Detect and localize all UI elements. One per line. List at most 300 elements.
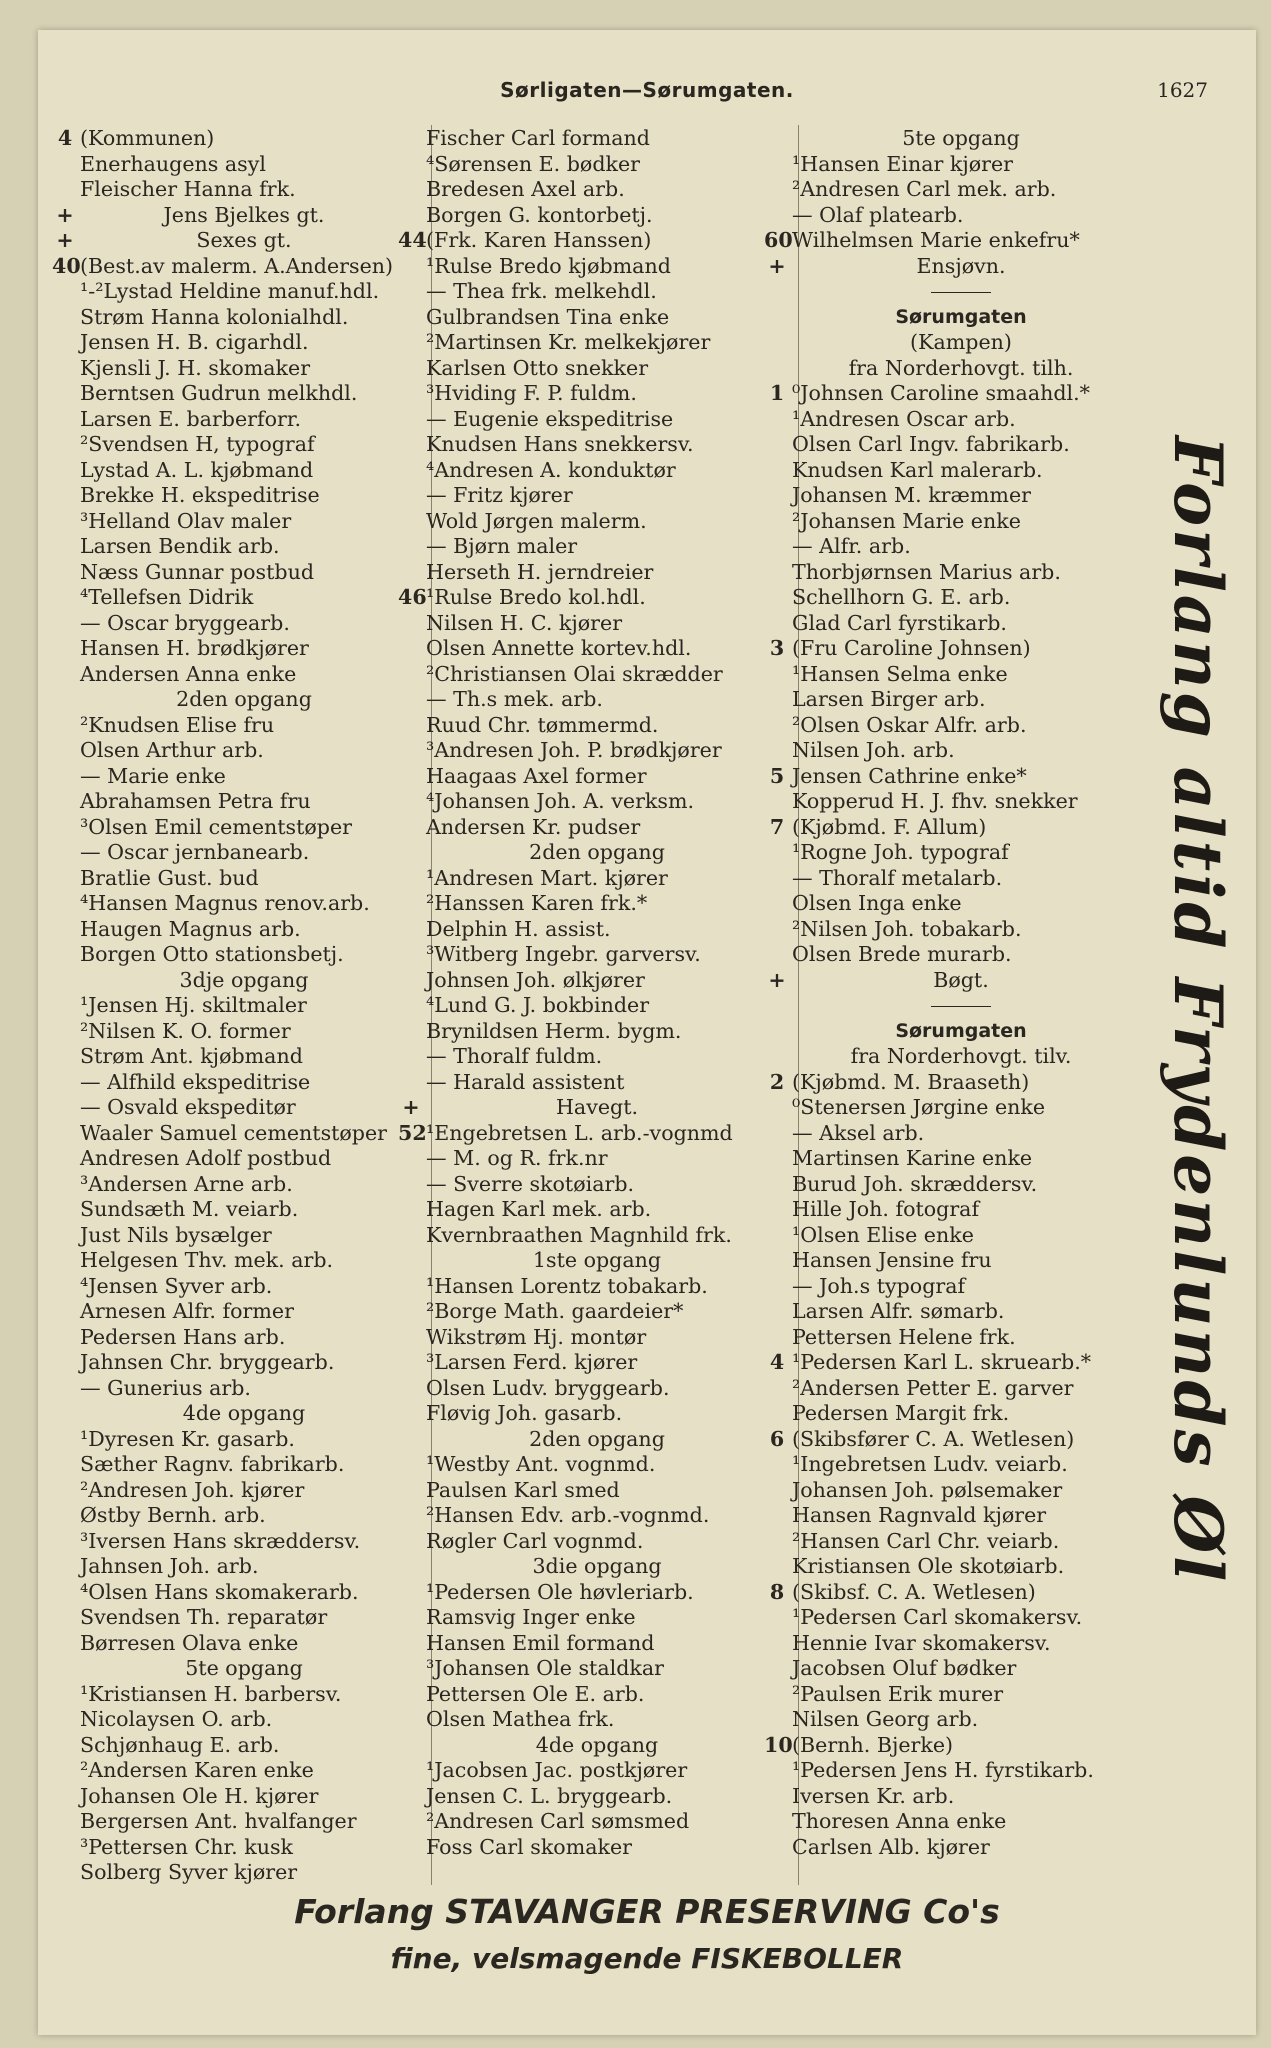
directory-entry — [52, 1350, 408, 1376]
entry-text: Havegt. — [555, 1095, 639, 1119]
section-label — [52, 228, 408, 254]
house-number — [52, 1529, 78, 1555]
entry-text: Sørumgaten — [895, 1019, 1027, 1042]
directory-entry — [398, 866, 768, 892]
house-number — [398, 381, 424, 407]
directory-entry — [52, 1325, 408, 1351]
entry-text: ¹Dyresen Kr. gasarb. — [80, 1426, 295, 1451]
entry-text: Thoresen Anna enke — [792, 1809, 1007, 1833]
house-number — [764, 1299, 790, 1325]
entry-text: Olsen Arthur arb. — [80, 738, 264, 762]
directory-entry — [764, 1427, 1130, 1453]
entry-text: 2den opgang — [529, 840, 665, 864]
directory-entry — [52, 1223, 408, 1249]
directory-entry — [398, 611, 768, 637]
entry-text: Jacobsen Oluf bødker — [792, 1656, 1017, 1680]
house-number — [398, 279, 424, 305]
directory-entry — [398, 942, 768, 968]
directory-entry — [398, 1299, 768, 1325]
house-number — [764, 1401, 790, 1427]
directory-entry — [764, 1248, 1130, 1274]
section-label — [764, 356, 1130, 382]
entry-text: Jensen Cathrine enke* — [792, 763, 1027, 788]
entry-text: ¹Ingebretsen Ludv. veiarb. — [792, 1452, 1068, 1476]
section-separator — [764, 279, 1130, 305]
directory-entry — [398, 662, 768, 688]
entry-text: Knudsen Karl malerarb. — [792, 457, 1043, 482]
directory-entry — [52, 815, 408, 841]
directory-entry — [764, 636, 1130, 662]
house-number — [398, 534, 424, 560]
house-number — [52, 1070, 78, 1096]
directory-entry — [764, 152, 1130, 178]
directory-entry — [52, 254, 408, 280]
directory-entry — [764, 1656, 1130, 1682]
house-number — [52, 687, 78, 713]
directory-entry — [764, 611, 1130, 637]
house-number — [398, 330, 424, 356]
entry-text: Strøm Hanna kolonialhdl. — [80, 304, 349, 329]
house-number — [764, 1503, 790, 1529]
directory-entry — [52, 891, 408, 917]
directory-entry — [398, 1580, 768, 1606]
directory-entry — [52, 1835, 408, 1861]
directory-entry — [52, 1427, 408, 1453]
entry-text: ³Larsen Ferd. kjører — [426, 1350, 638, 1374]
house-number — [52, 738, 78, 764]
entry-text: Nilsen Joh. arb. — [792, 738, 955, 762]
house-number — [52, 305, 78, 331]
entry-text: Pedersen Hans arb. — [80, 1324, 286, 1349]
house-number — [52, 381, 78, 407]
house-number — [764, 1146, 790, 1172]
entry-text: Olsen Mathea frk. — [426, 1707, 615, 1731]
directory-entry — [398, 432, 768, 458]
entry-text: Enerhaugens asyl — [80, 151, 266, 176]
house-number — [398, 1401, 424, 1427]
directory-entry — [52, 1197, 408, 1223]
directory-column-2 — [398, 126, 768, 1860]
entry-text: ²Christiansen Olai skrædder — [426, 661, 723, 686]
entry-text: Jahnsen Chr. bryggearb. — [80, 1350, 335, 1374]
directory-entry — [764, 1146, 1130, 1172]
directory-entry — [764, 1401, 1130, 1427]
directory-entry — [52, 560, 408, 586]
directory-entry — [398, 152, 768, 178]
section-label — [52, 1401, 408, 1427]
entry-text: Gulbrandsen Tina enke — [426, 304, 670, 329]
house-number — [52, 1248, 78, 1274]
house-number — [52, 1350, 78, 1376]
entry-text: Borgen G. kontorbetj. — [426, 202, 653, 227]
entry-text: ⁰Johnsen Caroline smaahdl.* — [792, 381, 1090, 405]
directory-entry — [52, 764, 408, 790]
house-number — [52, 1860, 78, 1886]
directory-entry — [52, 177, 408, 203]
house-number — [52, 789, 78, 815]
directory-entry — [398, 330, 768, 356]
house-number — [398, 917, 424, 943]
house-number — [764, 1707, 790, 1733]
house-number — [52, 1554, 78, 1580]
directory-entry — [52, 611, 408, 637]
directory-column-3 — [764, 126, 1130, 1860]
directory-entry — [52, 1707, 408, 1733]
house-number — [398, 738, 424, 764]
house-number — [52, 1197, 78, 1223]
house-number: + — [402, 1095, 420, 1119]
directory-entry — [398, 305, 768, 331]
entry-text: ³Hviding F. P. fuldm. — [426, 381, 637, 405]
house-number — [52, 1452, 78, 1478]
house-number — [764, 1452, 790, 1478]
directory-page — [38, 30, 1256, 2035]
house-number — [398, 1682, 424, 1708]
entry-text: ²Andresen Joh. kjører — [80, 1477, 305, 1502]
directory-entry — [764, 1121, 1130, 1147]
entry-text: Larsen Bendik arb. — [80, 534, 280, 558]
section-separator — [764, 993, 1130, 1019]
entry-text: Kvernbraathen Magnhild frk. — [426, 1222, 732, 1247]
house-number — [52, 177, 78, 203]
house-number: 46 — [398, 585, 427, 609]
directory-entry — [52, 330, 408, 356]
entry-text: Delphin H. assist. — [426, 916, 611, 941]
entry-text: Borgen Otto stationsbetj. — [80, 942, 344, 966]
directory-entry — [52, 1733, 408, 1759]
directory-entry — [398, 789, 768, 815]
house-number — [52, 330, 78, 356]
entry-text: ²Hansen Edv. arb.-vognmd. — [426, 1503, 710, 1527]
directory-entry — [52, 126, 408, 152]
house-number — [52, 611, 78, 637]
entry-text: — Gunerius arb. — [80, 1375, 251, 1400]
house-number — [52, 585, 78, 611]
entry-text: Schellhorn G. E. arb. — [792, 585, 1011, 609]
house-number: 4 — [57, 126, 73, 150]
house-number — [398, 1809, 424, 1835]
entry-text: — Eugenie ekspeditrise — [426, 406, 674, 431]
directory-entry — [764, 1707, 1130, 1733]
house-number — [398, 942, 424, 968]
entry-text: ²Andersen Karen enke — [80, 1758, 314, 1782]
house-number — [764, 1019, 790, 1045]
directory-entry — [764, 917, 1130, 943]
house-number — [398, 815, 424, 841]
entry-text: — M. og R. frk.nr — [426, 1146, 608, 1170]
house-number — [52, 1146, 78, 1172]
directory-entry — [52, 1580, 408, 1606]
house-number — [398, 407, 424, 433]
directory-entry — [52, 1172, 408, 1198]
entry-text: Thorbjørnsen Marius arb. — [792, 559, 1061, 584]
directory-entry — [398, 1605, 768, 1631]
house-number — [398, 1605, 424, 1631]
house-number — [52, 968, 78, 994]
entry-text: ⁴Olsen Hans skomakerarb. — [80, 1579, 359, 1604]
house-number — [52, 1707, 78, 1733]
entry-text: Haugen Magnus arb. — [80, 916, 301, 941]
entry-text: Olsen Carl Ingv. fabrikarb. — [792, 432, 1070, 456]
entry-text: — Harald assistent — [426, 1069, 625, 1094]
directory-entry — [764, 815, 1130, 841]
house-number — [52, 432, 78, 458]
entry-text: ²Andresen Carl mek. arb. — [792, 177, 1057, 201]
entry-text: Paulsen Karl smed — [426, 1477, 620, 1502]
entry-text: ²Knudsen Elise fru — [80, 712, 275, 737]
entry-text: Berntsen Gudrun melkhdl. — [80, 381, 358, 405]
entry-text: Helgesen Thv. mek. arb. — [80, 1248, 334, 1272]
directory-entry — [52, 483, 408, 509]
directory-entry — [764, 662, 1130, 688]
entry-text: Svendsen Th. reparatør — [80, 1605, 328, 1629]
entry-text: ⁴Hansen Magnus renov.arb. — [80, 891, 370, 915]
house-number — [52, 1172, 78, 1198]
house-number — [52, 1835, 78, 1861]
entry-text: (Skibsfører C. A. Wetlesen) — [792, 1426, 1075, 1451]
entry-text: Fleischer Hanna frk. — [80, 177, 296, 201]
house-number: 5 — [769, 763, 785, 788]
directory-entry — [398, 968, 768, 994]
house-number — [52, 1223, 78, 1249]
directory-entry — [398, 254, 768, 280]
directory-entry — [764, 1274, 1130, 1300]
house-number — [398, 1503, 424, 1529]
entry-text: ³Andersen Arne arb. — [80, 1171, 293, 1196]
entry-text: Larsen E. barberforr. — [80, 406, 302, 431]
house-number — [52, 1682, 78, 1708]
house-number — [398, 1835, 424, 1861]
house-number — [764, 1809, 790, 1835]
house-number: 7 — [769, 814, 785, 839]
entry-text: Lystad A. L. kjøbmand — [80, 457, 314, 482]
section-label — [52, 1656, 408, 1682]
house-number — [52, 279, 78, 305]
house-number — [398, 1350, 424, 1376]
entry-text: Schjønhaug E. arb. — [80, 1732, 280, 1757]
directory-entry — [52, 1631, 408, 1657]
entry-text: Kopperud H. J. fhv. snekker — [792, 789, 1078, 813]
house-number — [398, 1452, 424, 1478]
entry-text: ¹Kristiansen H. barbersv. — [80, 1681, 342, 1706]
house-number — [398, 1758, 424, 1784]
entry-text: 5te opgang — [185, 1656, 303, 1680]
entry-text: Wilhelmsen Marie enkefru* — [792, 228, 1080, 252]
house-number — [398, 356, 424, 382]
entry-text: ⁰Stenersen Jørgine enke — [792, 1095, 1046, 1119]
house-number — [52, 1376, 78, 1402]
directory-entry — [398, 1707, 768, 1733]
entry-text: Hennie Ivar skomakersv. — [792, 1630, 1051, 1655]
directory-entry — [398, 1325, 768, 1351]
entry-text: ¹Hansen Selma enke — [792, 661, 1008, 686]
directory-entry — [52, 1146, 408, 1172]
directory-entry — [398, 738, 768, 764]
directory-entry — [52, 1248, 408, 1274]
page-number: 1627 — [1157, 78, 1208, 102]
directory-entry — [764, 1835, 1130, 1861]
directory-entry — [52, 636, 408, 662]
entry-text — [790, 993, 1130, 1019]
entry-text: Ensjøvn. — [916, 253, 1006, 278]
house-number — [52, 560, 78, 586]
directory-entry — [52, 1758, 408, 1784]
house-number — [764, 560, 790, 586]
house-number — [52, 1758, 78, 1784]
directory-entry — [764, 509, 1130, 535]
section-label — [398, 1554, 768, 1580]
entry-text: ³Andresen Joh. P. brødkjører — [426, 738, 722, 762]
directory-entry — [398, 356, 768, 382]
house-number — [398, 1197, 424, 1223]
house-number — [764, 483, 790, 509]
directory-entry — [764, 1784, 1130, 1810]
section-label — [764, 254, 1130, 280]
house-number — [52, 1427, 78, 1453]
directory-entry — [764, 407, 1130, 433]
entry-text: ³Iversen Hans skræddersv. — [80, 1528, 361, 1553]
entry-text: Jens Bjelkes gt. — [163, 202, 325, 227]
entry-text: Jensen C. L. bryggearb. — [426, 1783, 673, 1808]
directory-entry — [764, 1503, 1130, 1529]
entry-text: ¹Rulse Bredo kol.hdl. — [426, 585, 646, 609]
entry-text: Wold Jørgen malerm. — [426, 508, 647, 533]
directory-entry — [398, 891, 768, 917]
entry-text: ²Nilsen K. O. former — [80, 1018, 291, 1043]
directory-entry — [398, 203, 768, 229]
directory-entry — [398, 1044, 768, 1070]
house-number — [52, 1095, 78, 1121]
entry-text: ²Martinsen Kr. melkekjører — [426, 330, 711, 354]
entry-text: 2den opgang — [529, 1426, 665, 1451]
entry-text: Sæther Ragnv. fabrikarb. — [80, 1452, 345, 1476]
entry-text: Hansen H. brødkjører — [80, 636, 309, 660]
directory-entry — [398, 1631, 768, 1657]
house-number — [764, 866, 790, 892]
house-number: 2 — [769, 1069, 785, 1094]
entry-text: Wikstrøm Hj. montør — [426, 1324, 647, 1349]
directory-entry — [764, 1809, 1130, 1835]
entry-text: Larsen Alfr. sømarb. — [792, 1299, 1005, 1323]
entry-text: Jensen H. B. cigarhdl. — [80, 330, 309, 354]
house-number — [52, 407, 78, 433]
directory-entry — [52, 1554, 408, 1580]
directory-entry — [764, 1554, 1130, 1580]
entry-text: (Bernh. Bjerke) — [792, 1732, 954, 1757]
house-number — [52, 1401, 78, 1427]
directory-entry — [398, 585, 768, 611]
house-number — [398, 458, 424, 484]
entry-text: Johansen M. kræmmer — [792, 483, 1031, 507]
section-label — [52, 687, 408, 713]
entry-text: Sørumgaten — [895, 305, 1027, 328]
house-number — [398, 1248, 424, 1274]
entry-text: — Thea frk. melkehdl. — [426, 279, 657, 303]
directory-entry — [398, 1019, 768, 1045]
entry-text: ³Pettersen Chr. kusk — [80, 1834, 294, 1859]
directory-entry — [398, 534, 768, 560]
entry-text: — Osvald ekspeditør — [80, 1095, 296, 1119]
section-label — [52, 968, 408, 994]
house-number — [764, 1478, 790, 1504]
directory-entry — [764, 789, 1130, 815]
directory-entry — [398, 1350, 768, 1376]
footer-advertisement-line-1: Forlang STAVANGER PRESERVING Co's — [294, 1892, 1000, 1931]
directory-entry — [764, 866, 1130, 892]
house-number — [52, 534, 78, 560]
entry-text: Røgler Carl vognmd. — [426, 1528, 644, 1553]
directory-entry — [52, 305, 408, 331]
house-number — [764, 177, 790, 203]
entry-text: Waaler Samuel cementstøper — [80, 1120, 388, 1145]
house-number — [52, 713, 78, 739]
entry-text: ³Johansen Ole staldkar — [426, 1656, 664, 1680]
directory-entry — [398, 1503, 768, 1529]
directory-entry — [398, 1121, 768, 1147]
entry-text: — Aksel arb. — [792, 1120, 925, 1145]
directory-entry — [398, 1758, 768, 1784]
house-number — [764, 534, 790, 560]
directory-entry — [764, 534, 1130, 560]
entry-text: ⁴Lund G. J. bokbinder — [426, 993, 650, 1017]
directory-entry — [764, 1758, 1130, 1784]
house-number — [764, 1248, 790, 1274]
house-number — [764, 432, 790, 458]
entry-text: (Kjøbmd. F. Allum) — [792, 814, 987, 839]
house-number — [398, 840, 424, 866]
section-label — [764, 968, 1130, 994]
directory-entry — [398, 687, 768, 713]
directory-entry — [398, 509, 768, 535]
entry-text: 3die opgang — [532, 1554, 662, 1578]
entry-text: Carlsen Alb. kjører — [792, 1834, 990, 1859]
directory-entry — [764, 713, 1130, 739]
entry-text: Bergersen Ant. hvalfanger — [80, 1809, 357, 1833]
directory-entry — [52, 1376, 408, 1402]
house-number — [398, 1325, 424, 1351]
house-number — [52, 1656, 78, 1682]
house-number — [764, 152, 790, 178]
house-number — [52, 1631, 78, 1657]
entry-text: ²Svendsen H, typograf — [80, 432, 315, 456]
directory-entry — [398, 1376, 768, 1402]
house-number: 10 — [764, 1732, 793, 1757]
house-number — [398, 1784, 424, 1810]
house-number — [398, 560, 424, 586]
entry-text: ¹Pedersen Carl skomakersv. — [792, 1605, 1083, 1629]
directory-entry — [52, 1682, 408, 1708]
house-number — [52, 662, 78, 688]
entry-text: — Marie enke — [80, 763, 226, 788]
directory-entry — [398, 177, 768, 203]
house-number — [398, 305, 424, 331]
directory-entry — [52, 1044, 408, 1070]
house-number: 3 — [769, 636, 785, 660]
entry-text: ²Hansen Carl Chr. veiarb. — [792, 1528, 1060, 1553]
directory-entry — [764, 1478, 1130, 1504]
section-label — [398, 1733, 768, 1759]
entry-text: — Bjørn maler — [426, 534, 578, 558]
entry-text: Olsen Annette kortev.hdl. — [426, 636, 692, 660]
house-number — [764, 993, 790, 1019]
entry-text: Hagen Karl mek. arb. — [426, 1197, 652, 1221]
directory-entry — [764, 687, 1130, 713]
directory-entry — [764, 942, 1130, 968]
entry-text: ²Olsen Oskar Alfr. arb. — [792, 712, 1027, 737]
house-number — [52, 1019, 78, 1045]
directory-entry — [398, 713, 768, 739]
house-number — [398, 993, 424, 1019]
